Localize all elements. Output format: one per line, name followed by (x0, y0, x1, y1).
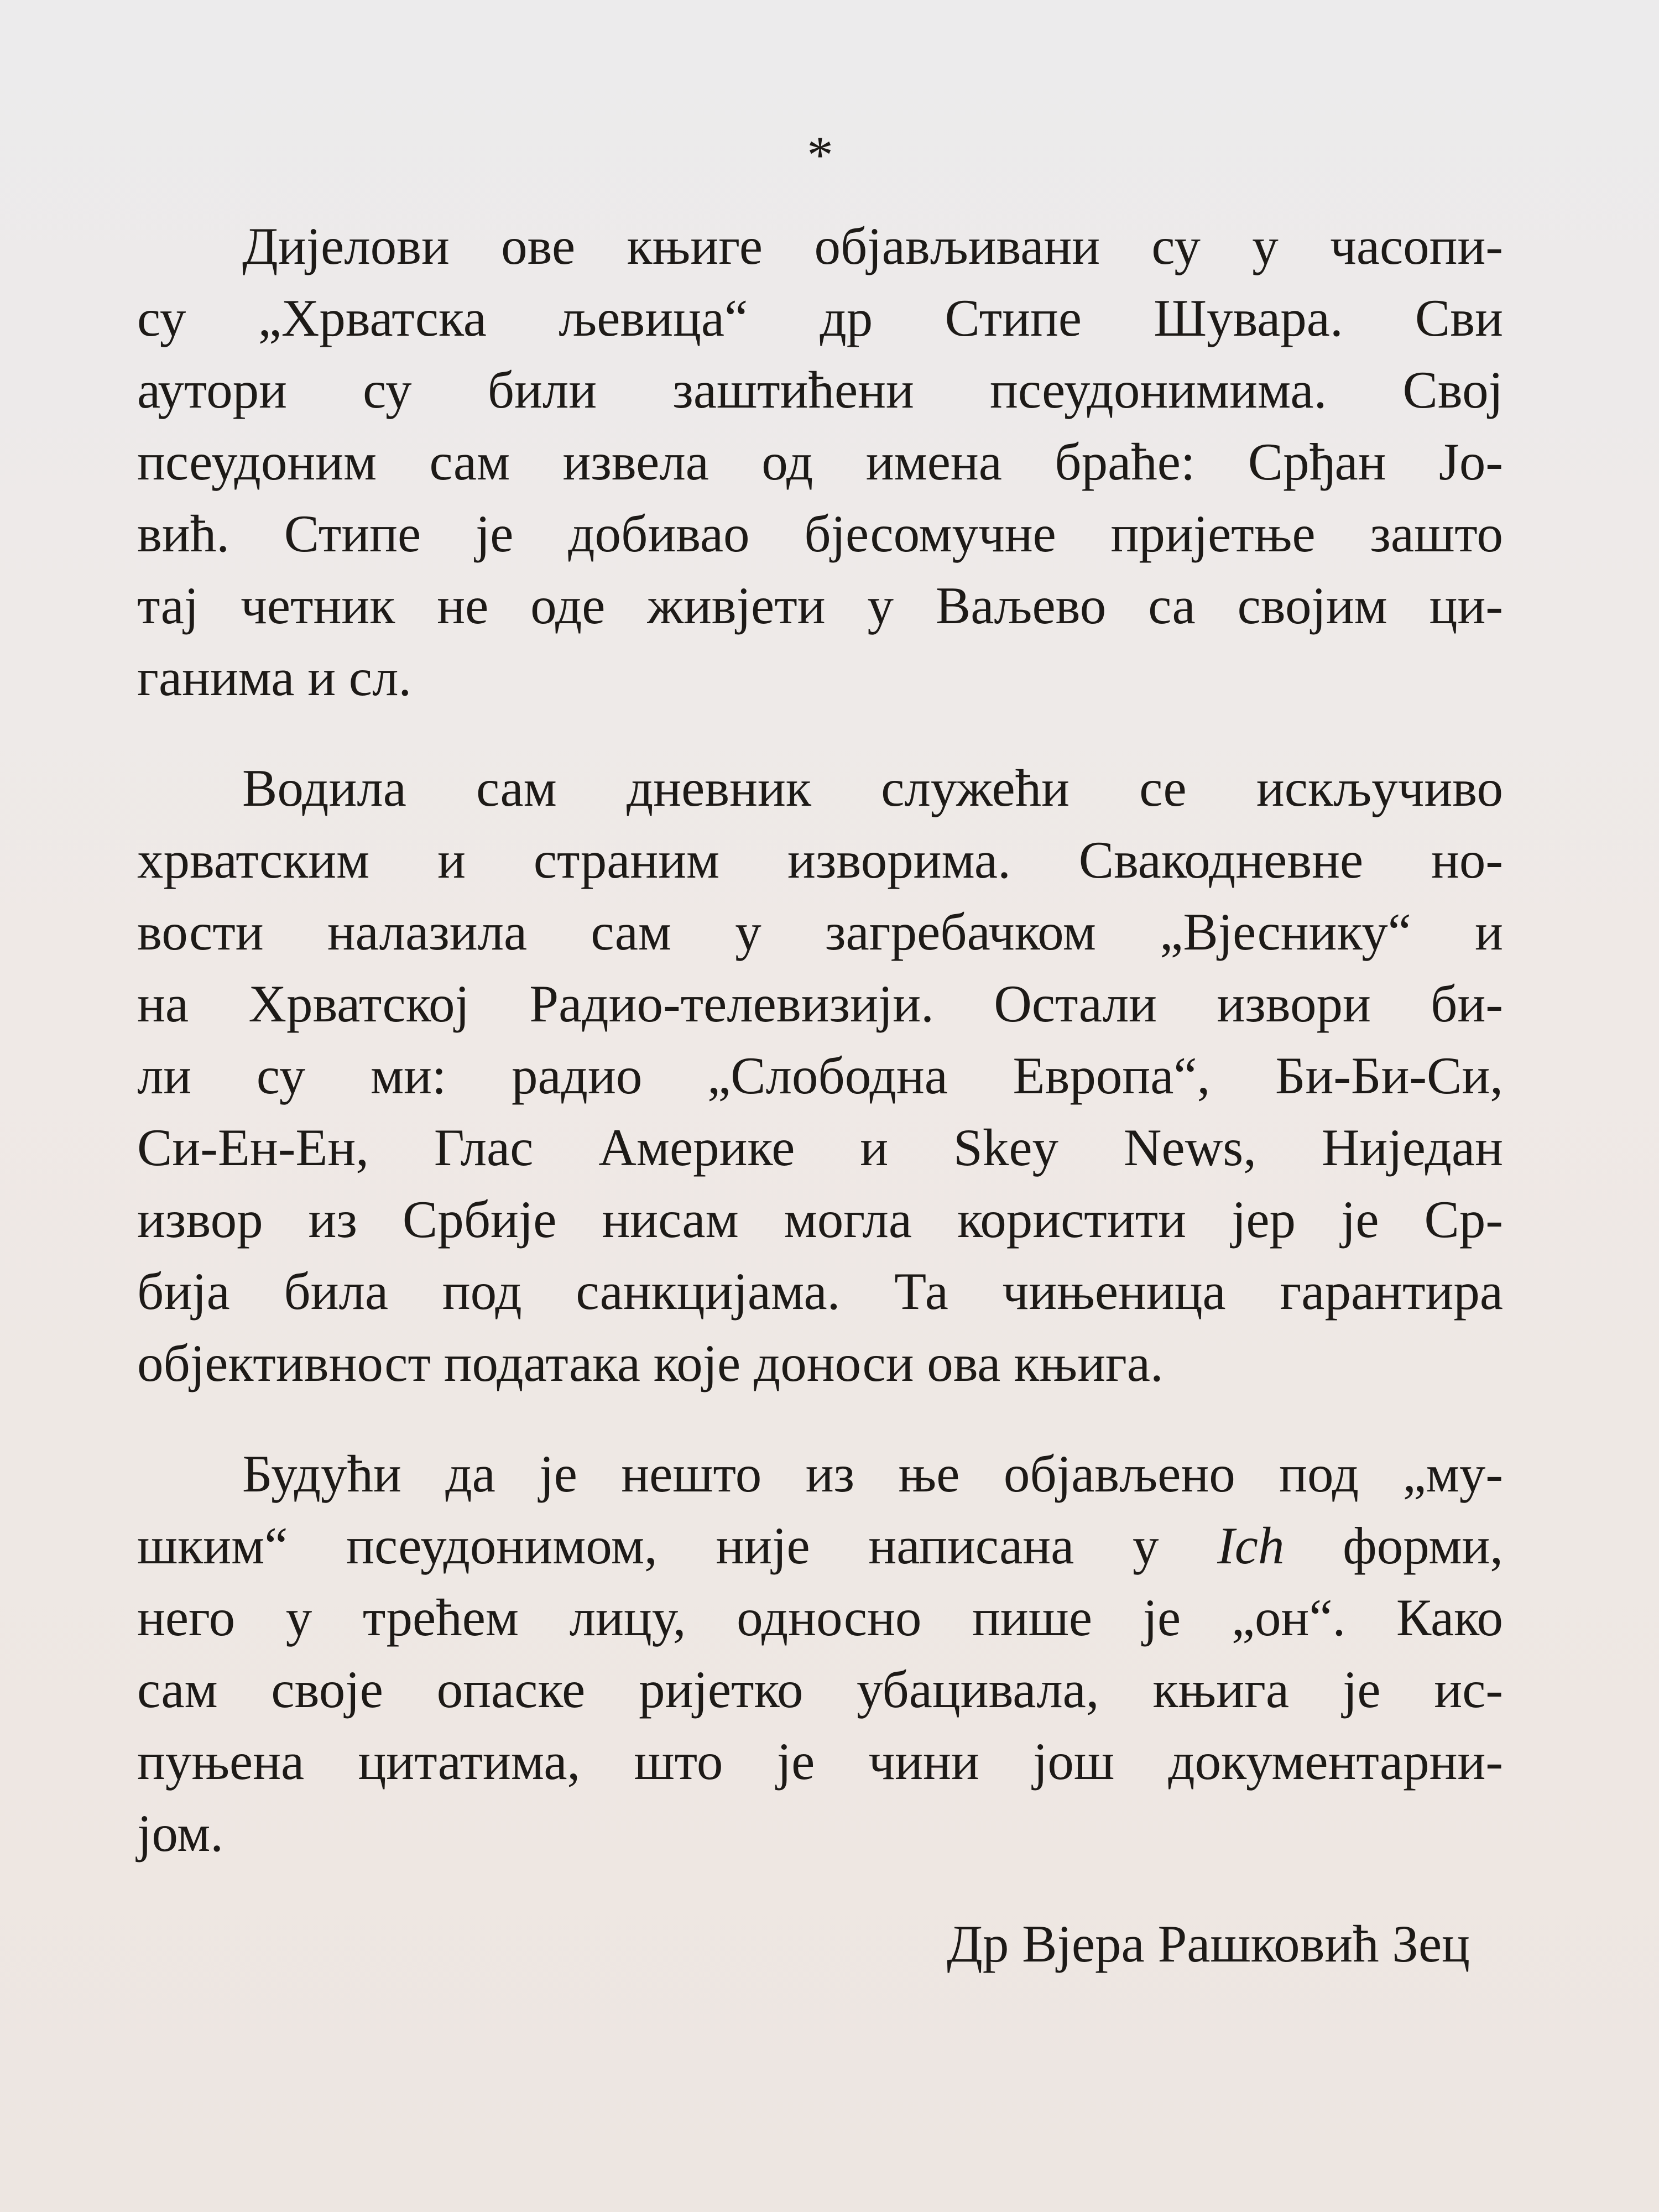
author-signature: Др Вјера Рашковић Зец (947, 1914, 1470, 1973)
text-line: псеудоним сам извела од имена браће: Срђан Јо- (137, 432, 1503, 491)
text-line: Си-Ен-Ен, Глас Америке и Skey News, Ниједан (137, 1118, 1503, 1177)
paragraph-1 (137, 210, 1503, 713)
italic-word: Ich (1217, 1516, 1285, 1575)
text-line: Будући да је нешто из ње објављено под „му- (242, 1444, 1503, 1503)
text-segment: шким“ псеудонимом, није написана у (137, 1516, 1218, 1575)
text-line: извор из Србије нисам могла користити јер је Ср- (137, 1190, 1503, 1249)
text-line: ганима и сл. (137, 648, 412, 707)
text-line: на Хрватској Радио-телевизији. Остали извори би- (137, 974, 1503, 1033)
paragraph-2 (137, 752, 1503, 1399)
text-line: Водила сам дневник служећи се искључиво (242, 759, 1503, 817)
text-line: Дијелови ове књиге објављивани су у часопи- (242, 217, 1503, 275)
text-line: сам своје опаске ријетко убацивала, књига је ис- (137, 1660, 1503, 1719)
text-line-with-italic (137, 1510, 1503, 1582)
text-line: вости налазила сам у загребачком „Вјеснику“ и (137, 902, 1503, 961)
text-line: хрватским и страним изворима. Свакодневне но- (137, 831, 1503, 889)
text-line: јом. (137, 1804, 223, 1863)
text-line: тај четник не оде живјети у Ваљево са својим ци- (137, 576, 1503, 635)
page-text (137, 100, 1503, 1980)
paragraph-3 (137, 1438, 1503, 1869)
text-line: пуњена цитатима, што је чини још документарни- (137, 1732, 1503, 1791)
text-line: објективност података које доноси ова књига. (137, 1334, 1164, 1392)
text-segment: форми, (1284, 1516, 1503, 1575)
text-line: вић. Стипе је добивао бјесомучне пријетње зашто (137, 504, 1503, 563)
text-line: него у трећем лицу, односно пише је „он“. Како (137, 1588, 1503, 1647)
text-line: аутори су били заштићени псеудонимима. Свој (137, 361, 1503, 419)
text-line: ли су ми: радио „Слободна Европа“, Би-Би-Си, (137, 1046, 1503, 1105)
text-line: бија била под санкцијама. Та чињеница гарантира (137, 1262, 1503, 1321)
text-line: су „Хрватска љевица“ др Стипе Шувара. Сви (137, 289, 1503, 347)
section-separator: * (807, 126, 833, 184)
